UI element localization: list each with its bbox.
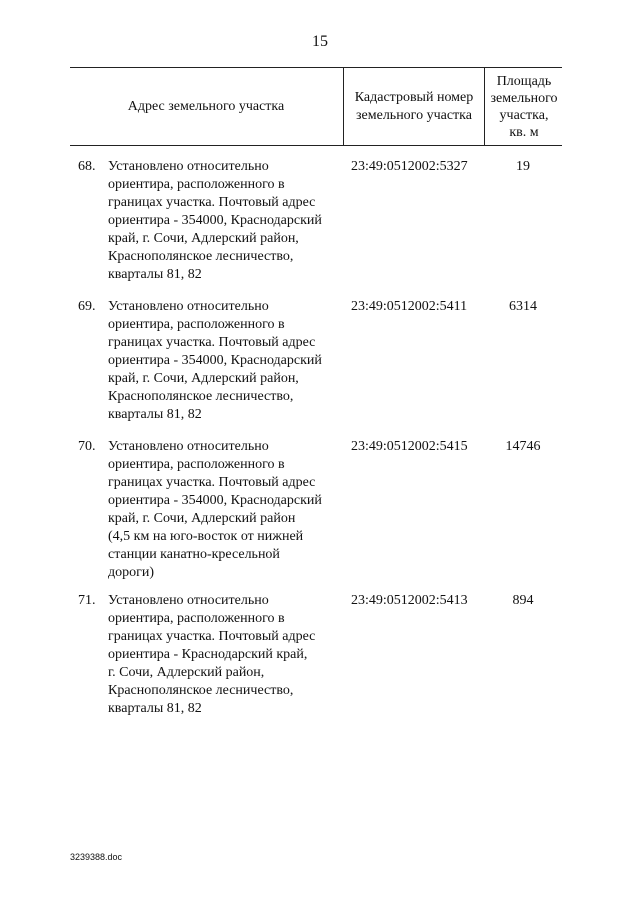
address-line: границах участка. Почтовый адрес [108,195,316,210]
row-number: 69. [78,299,96,314]
header-cadastre [343,68,484,145]
address-line: кварталы 81, 82 [108,407,202,422]
address-line: Краснополянское лесничество, [108,249,294,264]
row-cadastre-number: 23:49:0512002:5327 [351,159,468,174]
row-number: 70. [78,439,96,454]
address-line: ориентира - 354000, Краснодарский [108,493,322,508]
address-line: дороги) [108,565,155,580]
address-line: край, г. Сочи, Адлерский район, [108,371,299,386]
address-line: ориентира - 354000, Краснодарский [108,353,322,368]
address-line: ориентира, расположенного в [108,611,285,626]
address-line: (4,5 км на юго-восток от нижней [108,529,304,544]
row-area: 6314 [509,299,537,314]
row-address [108,158,346,284]
address-line: Краснополянское лесничество, [108,683,294,698]
row-address [108,438,346,582]
row-area: 14746 [505,439,541,454]
header-area-line: Площадь [496,73,552,89]
header-area-line: участка, [499,107,549,123]
header-area-line: земельного [490,90,558,106]
address-line: ориентира, расположенного в [108,177,285,192]
row-cadastre-number: 23:49:0512002:5413 [351,593,468,608]
header-cadastre-line: Кадастровый номер [354,89,474,105]
header-area [484,68,563,145]
address-line: кварталы 81, 82 [108,267,202,282]
address-line: Установлено относительно [108,593,269,608]
document-filename: 3239388.doc [70,852,123,862]
table-header [70,67,562,146]
page-number: 15 [312,33,328,50]
row-cadastre-number: 23:49:0512002:5415 [351,439,468,454]
header-cadastre-line: земельного участка [356,107,472,123]
header-address [70,68,342,145]
row-address [108,298,346,424]
address-line: границах участка. Почтовый адрес [108,335,316,350]
row-number: 71. [78,593,96,608]
address-line: ориентира, расположенного в [108,317,285,332]
address-line: границах участка. Почтовый адрес [108,475,316,490]
address-line: г. Сочи, Адлерский район, [108,665,265,680]
address-line: ориентира - Краснодарский край, [108,647,308,662]
row-number: 68. [78,159,96,174]
address-line: край, г. Сочи, Адлерский район [108,511,296,526]
row-area: 894 [512,593,534,608]
address-line: Установлено относительно [108,159,269,174]
row-area: 19 [516,159,530,174]
header-address-label: Адрес земельного участка [127,98,285,114]
address-line: Установлено относительно [108,439,269,454]
row-address [108,592,346,718]
address-line: Установлено относительно [108,299,269,314]
address-line: границах участка. Почтовый адрес [108,629,316,644]
address-line: Краснополянское лесничество, [108,389,294,404]
address-line: край, г. Сочи, Адлерский район, [108,231,299,246]
address-line: станции канатно-кресельной [108,547,280,562]
address-line: ориентира - 354000, Краснодарский [108,213,322,228]
address-line: кварталы 81, 82 [108,701,202,716]
row-cadastre-number: 23:49:0512002:5411 [351,299,468,314]
address-line: ориентира, расположенного в [108,457,285,472]
header-area-line: кв. м [509,124,539,140]
